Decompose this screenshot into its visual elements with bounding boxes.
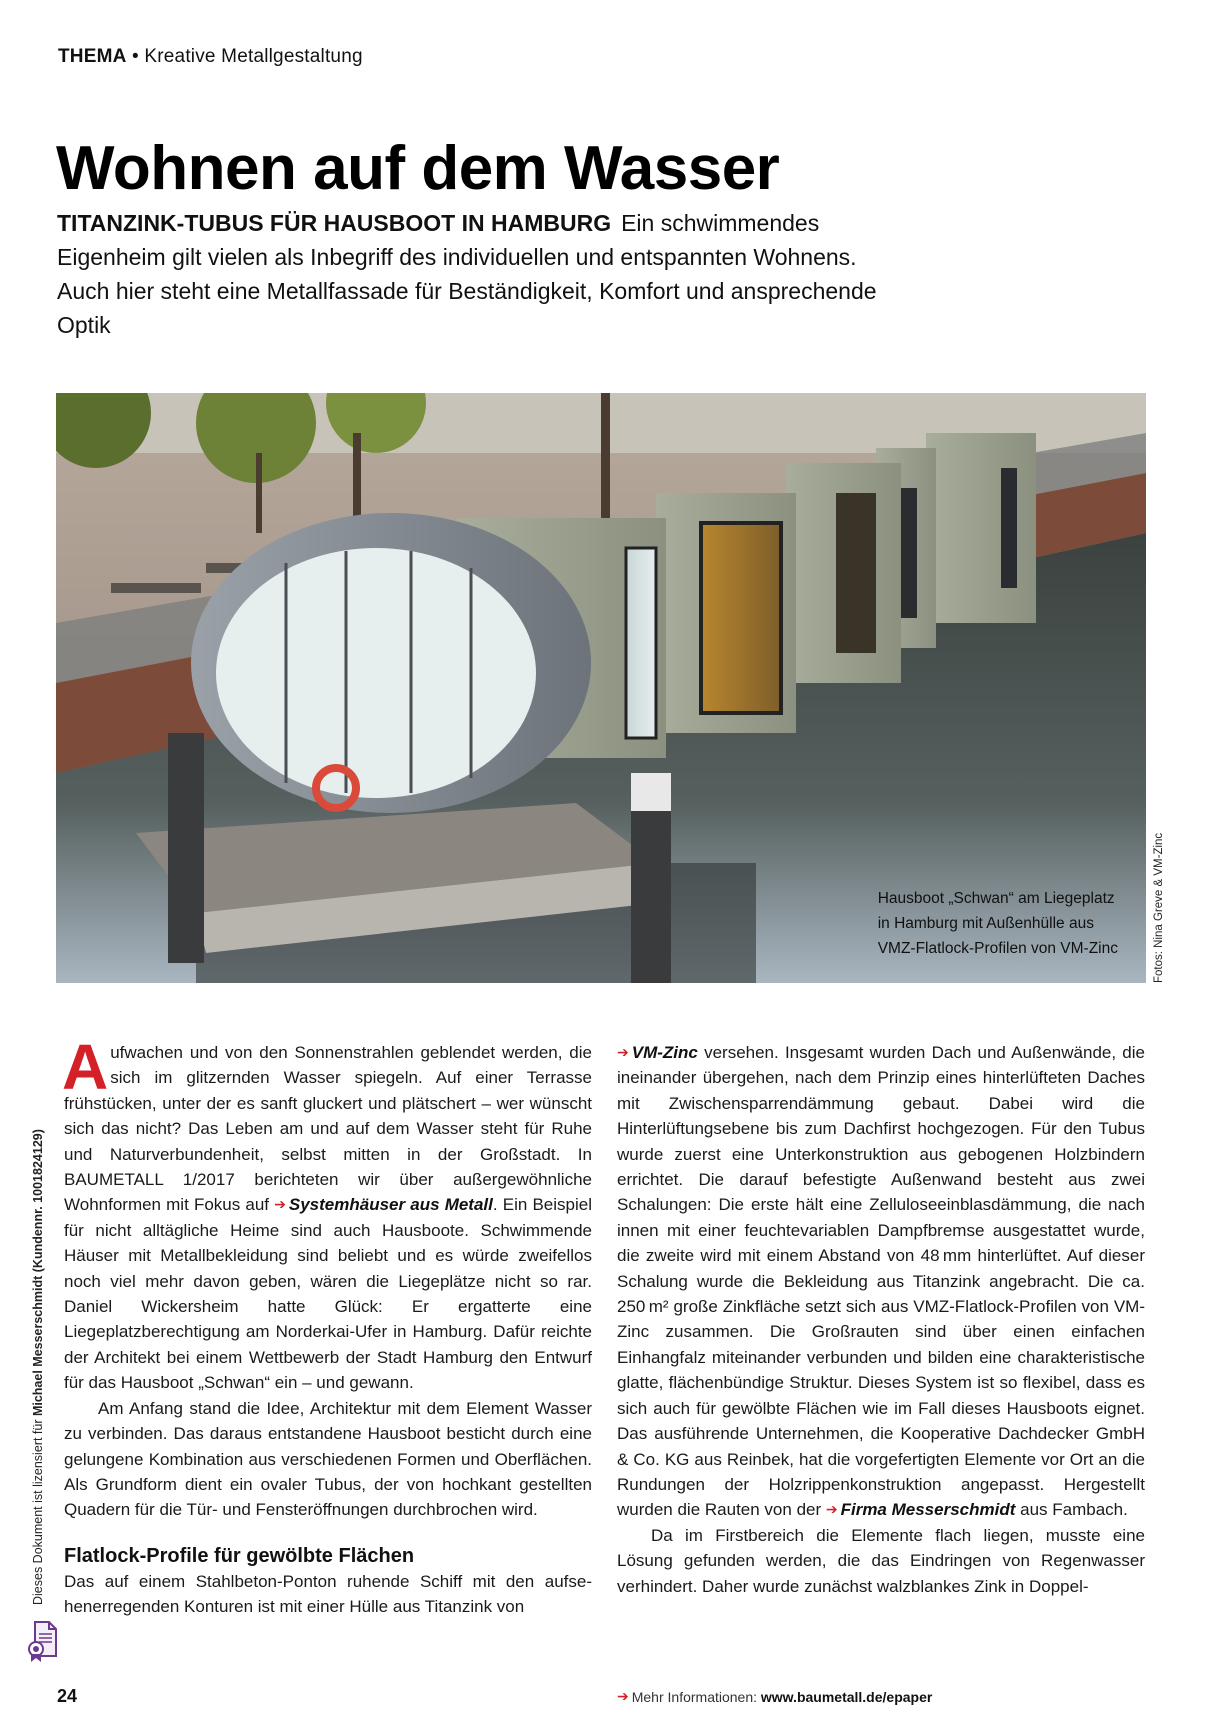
intro-lead-heading: TITANZINK-TUBUS FÜR HAUSBOOT IN HAMBURG [57, 210, 612, 236]
kicker-separator: • [132, 46, 139, 67]
link-vm-zinc[interactable]: VM-Zinc [631, 1043, 698, 1062]
paragraph: Da im Firstbereich die Elemente flach liegen, musste eine Lösung gefunden werden, die das Eindringen von Regenwasser verhindert. Daher wurde zunächst walzblankes Zink in Doppel- [617, 1525, 1145, 1596]
link-firma-messerschmidt[interactable]: Firma Messerschmidt [840, 1500, 1016, 1520]
arrow-right-circle-icon: ➔ [617, 1688, 629, 1704]
caption-line: in Hamburg mit Außenhülle aus [877, 915, 1094, 932]
page-number: 24 [57, 1686, 78, 1706]
certificate-document-icon [27, 1620, 59, 1662]
photo-credit: Fotos: Nina Greve & VM-Zinc [1153, 832, 1165, 983]
link-systemhaeuser[interactable]: Systemhäuser aus Metall [288, 1195, 493, 1215]
arrow-right-circle-icon: ➔ [825, 1501, 838, 1518]
paragraph-text: . Ein Beispiel für nicht alltägliche Heime sind auch Hausboote. Schwimmende Häuser mit Metallbekleidung sind beliebt und es würde zweifellos noch viel mehr davon geben, wären die Liegeplätze nicht so rar. Daniel Wickersheim hatte Glück: Er ergatterte eine Liegeplatzberechtigung am Norderkai-Ufer in Hamburg. Dafür reichte der Architekt bei einem Wettbewerb der Stadt Hamburg den Entwurf für das Hausboot „Schwan“ ein – und gewann. [64, 1195, 592, 1393]
drop-cap: A [62, 1031, 109, 1103]
paragraph: Am Anfang stand die Idee, Architektur mit dem Element Wasser zu verbinden. Das daraus entstandene Hausboot besticht durch eine gelungene Kombination aus verschiedenen Formen und Oberflächen. Als Grundform dient ein ovaler Tubus, der von hochkant gestellten Quadern für die Tür- und Fensteröffnungen durchbrochen wird. [64, 1398, 592, 1520]
intro-lead-text: Ein schwimmendes Eigenheim gilt vielen als Inbegriff des individuellen und entspannten Wohnens. Auch hier steht eine Metallfassade für Beständigkeit, Komfort und ansprechende Optik [57, 210, 877, 338]
paragraph-text: versehen. Insgesamt wurden Dach und Außenwände, die ineinander übergehen, nach dem Prinzip eines hinterlüfteten Daches mit Zwischensparrendämmung gebaut. Dabei wird die Hinterlüftungsebene bis zum Dachfirst hochgezogen. Für den Tubus wurde zuerst eine Unterkonstruktion aus gebogenen Holzbindern errichtet. Die darauf befestigte Außenwand besteht aus zwei Schalungen: Die erste hält eine Zelluloseeinblasdämmung, die nach innen mit einer feuchtevariablen Dampfbremse ausgestattet wurde, die zweite wird mit einem Abstand von 48 mm hinterlüftet. Auf dieser Schalung wurde die Bekleidung aus Titanzink angebracht. Die ca. 250 m² große Zinkfläche setzt sich aus VMZ-Flatlock-Profilen von VM-Zinc zusammen. Die Großrauten sind über einen einfachen Einhangfalz miteinander verbunden und bilden eine charakteristische glatte, flächenbündige Struktur. Dieses System ist so flexibel, dass es sich auch für gewölbte Flächen wie im Fall dieses Hausboots eignet. Das ausführende Unternehmen, die Kooperative Dachdecker GmbH & Co. KG aus Reinbek, hat die vorgefertigten Elemente vor Ort an die Rundungen der Holzrippenkonstruktion angepasst. Hergestellt wurden die Rauten von der [617, 1043, 1145, 1520]
arrow-right-circle-icon: ➔ [617, 1044, 629, 1060]
subheading: Flatlock-Profile für gewölbte Flächen [64, 1544, 415, 1567]
article-intro [57, 206, 877, 342]
paragraph-text: ufwachen und von den Sonnenstrahlen geblendet werden, die sich im glitzernden Wasser spiegeln. Auf einer Terrasse frühstücken, unter der es sanft gluckert und plätschert – wer wünscht sich das nicht? Das Leben am und auf dem Wasser steht für Ruhe und Naturverbundenheit, selbst mitten in der Großstadt. In BAUMETALL 1/2017 berichteten wir über außergewöhnliche Wohnformen mit Fokus auf [64, 1043, 592, 1215]
license-name: Michael Messerschmidt (Kundennr. 1001824129) [31, 1129, 45, 1417]
paragraph: Das auf einem Stahlbeton-Ponton ruhende Schiff mit den aufsehenerregenden Konturen ist mit einer Hülle aus Titanzink von [64, 1571, 592, 1617]
more-info-link[interactable]: www.baumetall.de/epaper [760, 1689, 933, 1705]
license-prefix: Dieses Dokument ist lizensiert für [31, 1416, 45, 1605]
photo-caption [878, 886, 1118, 961]
paragraph [62, 1031, 592, 1396]
mooring-post-left [168, 733, 204, 963]
body-column-left [62, 1031, 592, 1620]
houseboat-photo [56, 393, 1146, 983]
paragraph-text: aus Fambach. [1015, 1500, 1128, 1520]
more-info-footer [617, 1688, 932, 1705]
section-label: THEMA [58, 46, 127, 67]
body-column-right [617, 1040, 1145, 1599]
article-title: Wohnen auf dem Wasser [56, 133, 780, 203]
paragraph [617, 1040, 1145, 1523]
arrow-right-circle-icon: ➔ [274, 1196, 286, 1213]
section-kicker [58, 46, 363, 68]
topic-label: Kreative Metallgestaltung [144, 46, 363, 67]
more-info-label: Mehr Informationen: [631, 1689, 761, 1705]
caption-line: VMZ-Flatlock-Profilen von VM-Zinc [877, 940, 1118, 957]
caption-line: Hausboot „Schwan“ am Liegeplatz [877, 890, 1115, 907]
license-note [31, 1129, 45, 1605]
